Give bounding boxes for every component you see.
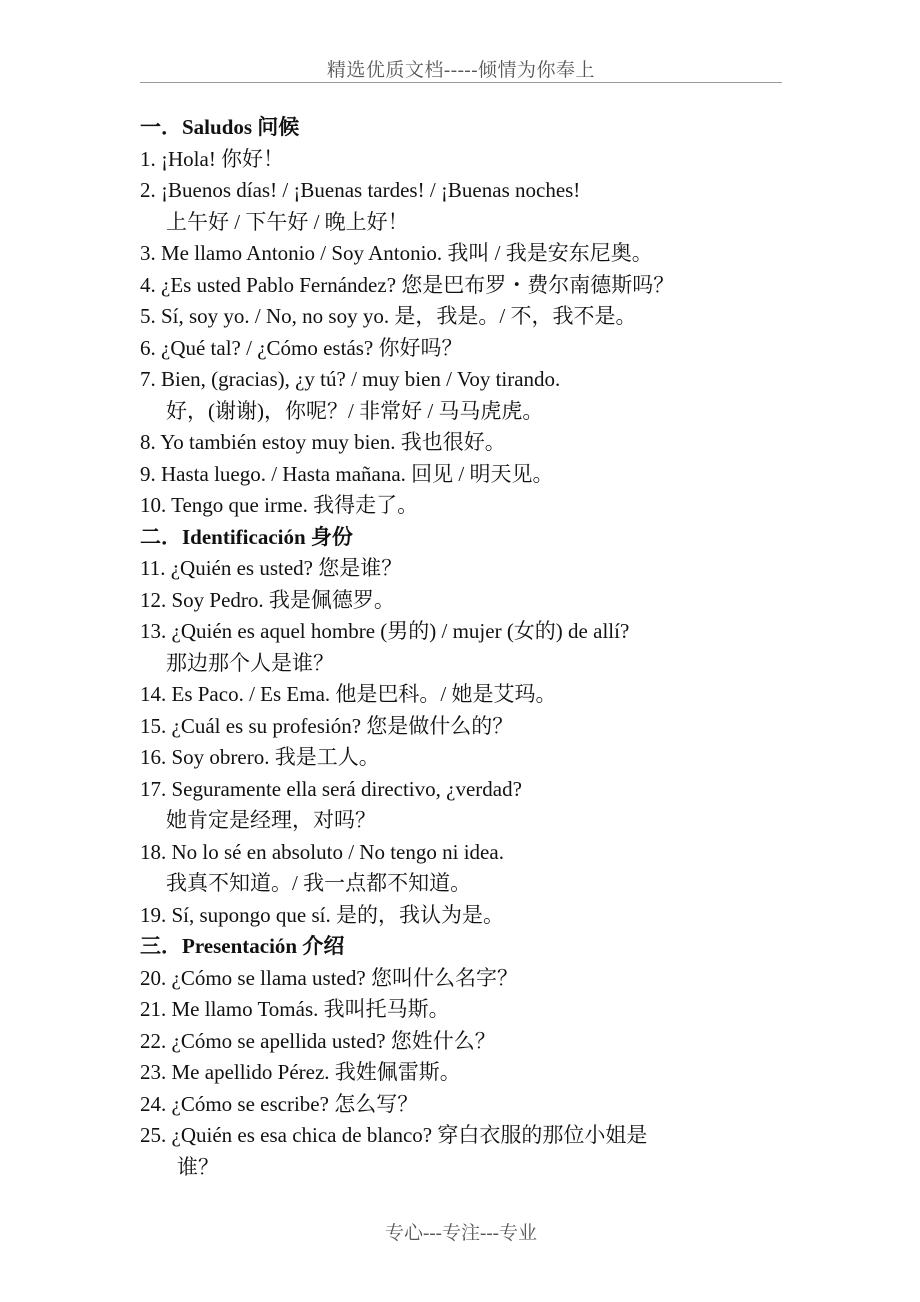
phrase-item: 19. Sí, supongo que sí. 是的，我认为是。 (140, 902, 505, 927)
phrase-item: 23. Me apellido Pérez. 我姓佩雷斯。 (140, 1060, 461, 1084)
section-heading-presentacion: 三．Presentación 介绍 (140, 934, 345, 958)
phrase-translation: 谁？ (177, 1154, 219, 1179)
phrase-item: 18. No lo sé en absoluto / No tengo ni idea. (140, 839, 504, 864)
phrase-item: 25. ¿Quién es esa chica de blanco? 穿白衣服的那位小姐是 (140, 1123, 648, 1147)
page-header (140, 50, 782, 82)
phrase-translation: 她肯定是经理，对吗？ (166, 808, 376, 832)
document-body (140, 112, 780, 1183)
phrase-item: 4. ¿Es usted Pablo Fernández? 您是巴布罗・费尔南德斯吗？ (140, 272, 675, 297)
phrase-item: 5. Sí, soy yo. / No, no soy yo. 是，我是。/ 不，我不是。 (140, 304, 637, 328)
phrase-item: 22. ¿Cómo se apellida usted? 您姓什么？ (140, 1028, 496, 1053)
phrase-translation: 好，(谢谢)，你呢？/ 非常好 / 马马虎虎。 (166, 398, 544, 423)
phrase-item: 10. Tengo que irme. 我得走了。 (140, 493, 419, 517)
phrase-item: 17. Seguramente ella será directivo, ¿verdad? (140, 776, 522, 801)
phrase-translation: 我真不知道。/ 我一点都不知道。 (166, 871, 472, 895)
phrase-item: 8. Yo también estoy muy bien. 我也很好。 (140, 430, 506, 454)
phrase-item: 24. ¿Cómo se escribe? 怎么写？ (140, 1091, 419, 1116)
phrase-item: 13. ¿Quién es aquel hombre (男的) / mujer (女的) de allí? (140, 619, 630, 643)
phrase-item: 21. Me llamo Tomás. 我叫托马斯。 (140, 997, 450, 1021)
page-footer: 专心---专注---专业 (385, 1223, 537, 1244)
phrase-item: 2. ¡Buenos días! / ¡Buenas tardes! / ¡Buenas noches! (140, 178, 581, 202)
header-text: 精选优质文档-----倾情为你奉上 (326, 60, 596, 81)
phrase-item: 12. Soy Pedro. 我是佩德罗。 (140, 587, 395, 612)
phrase-translation: 那边那个人是谁？ (166, 650, 334, 675)
phrase-item: 16. Soy obrero. 我是工人。 (140, 745, 380, 769)
phrase-translation: 上午好 / 下午好 / 晚上好！ (166, 209, 409, 234)
section-heading-identificacion: 二．Identificación 身份 (140, 524, 353, 549)
header-divider (140, 82, 782, 83)
phrase-item: 15. ¿Cuál es su profesión? 您是做什么的？ (140, 713, 514, 738)
phrase-item: 20. ¿Cómo se llama usted? 您叫什么名字？ (140, 965, 518, 990)
phrase-item: 9. Hasta luego. / Hasta mañana. 回见 / 明天见。 (140, 461, 554, 486)
phrase-item: 7. Bien, (gracias), ¿y tú? / muy bien / Voy tirando. (140, 367, 561, 391)
phrase-item: 11. ¿Quién es usted? 您是谁？ (140, 556, 403, 580)
phrase-item: 1. ¡Hola! 你好！ (140, 146, 285, 171)
section-heading-saludos: 一．Saludos 问候 (140, 115, 300, 139)
phrase-item: 3. Me llamo Antonio / Soy Antonio. 我叫 / 我是安东尼奥。 (140, 241, 653, 265)
phrase-item: 14. Es Paco. / Es Ema. 他是巴科。/ 她是艾玛。 (140, 682, 557, 706)
phrase-item: 6. ¿Qué tal? / ¿Cómo estás? 你好吗？ (140, 335, 463, 360)
